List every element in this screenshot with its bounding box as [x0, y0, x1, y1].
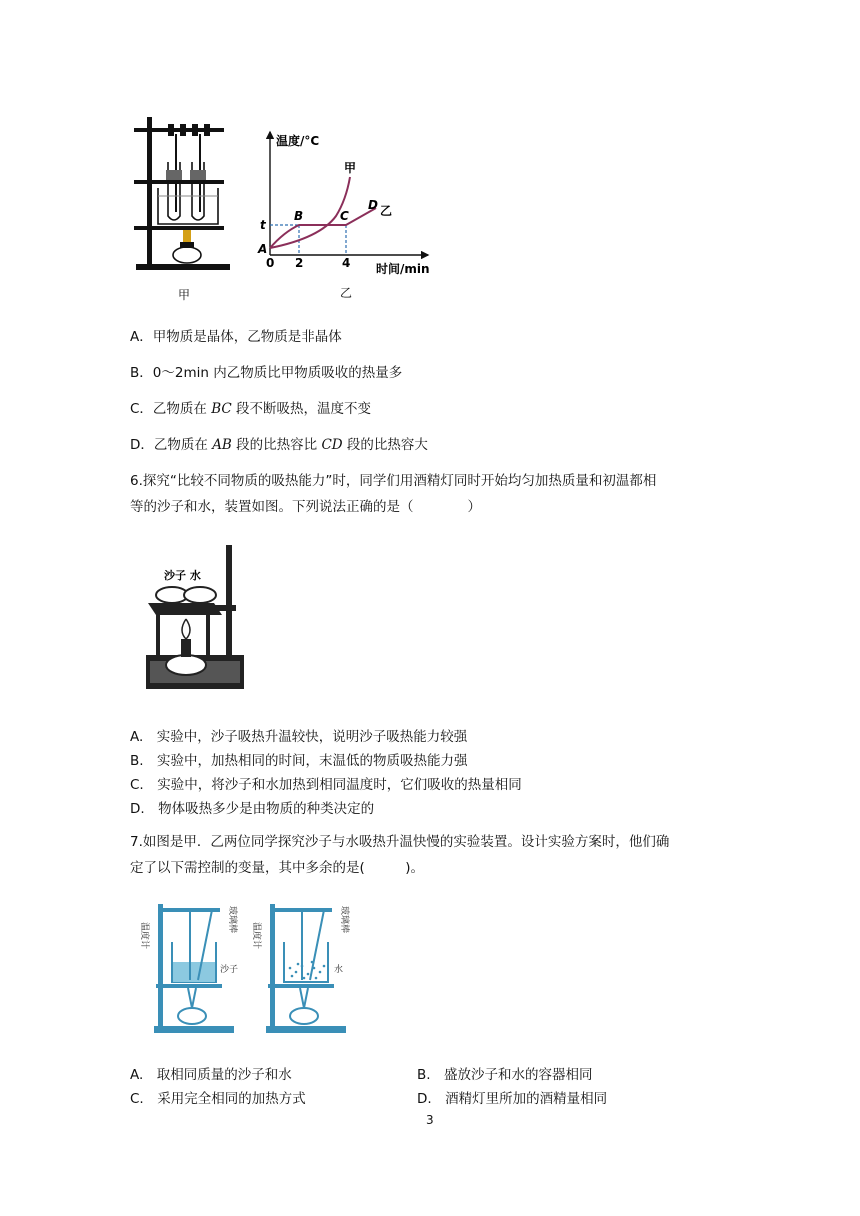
curve-jia-label: 甲	[344, 161, 357, 175]
x-axis-label: 时间/min	[376, 262, 430, 276]
q5-option-c-pre: C．乙物质在	[130, 401, 212, 417]
q5-option-d-pre: D．乙物质在	[130, 437, 213, 453]
q5-option-d	[130, 433, 428, 453]
y-axis-label: 温度/°C	[276, 134, 320, 148]
q5-option-d-mid: 段的比热容比	[231, 437, 322, 453]
q7-left-thermometer-label: 温度计	[139, 922, 149, 950]
point-a: A	[258, 242, 268, 256]
q6-stem-line2: 等的沙子和水，装置如图。下列说法正确的是（ ）	[130, 499, 481, 515]
t-label: t	[260, 218, 266, 232]
q6-figure-label: 沙子 水	[164, 569, 201, 582]
page-number: 3	[426, 1113, 434, 1127]
q7-stem	[130, 829, 740, 881]
q5-option-d-seg2: CD	[321, 437, 343, 453]
point-b: B	[294, 209, 304, 223]
q7-figure-left	[138, 898, 248, 1036]
q6-stem	[130, 468, 740, 520]
q5-option-a: A．甲物质是晶体，乙物质是非晶体	[130, 329, 342, 345]
q6-stem-line1: 6.探究“比较不同物质的吸热能力”时，同学们用酒精灯同时开始均匀加热质量和初温都相	[130, 473, 657, 489]
fig1-label-jia: 甲	[178, 288, 191, 302]
q7-option-a: A. 取相同质量的沙子和水	[130, 1067, 292, 1083]
fig1-label-yi: 乙	[340, 286, 353, 300]
q5-option-b: B．0～2min 内乙物质比甲物质吸收的热量多	[130, 365, 403, 381]
q7-option-b: B. 盛放沙子和水的容器相同	[417, 1067, 593, 1083]
q7-stem-line1: 7.如图是甲．乙两位同学探究沙子与水吸热升温快慢的实验装置。设计实验方案时，他们确	[130, 834, 670, 850]
q5-option-d-post: 段的比热容大	[342, 437, 428, 453]
fig1-graph	[250, 120, 440, 280]
x-tick-2: 2	[295, 256, 304, 270]
q5-option-d-seg1: AB	[212, 437, 232, 453]
curve-yi-label: 乙	[380, 204, 393, 218]
q5-option-c-post: 段不断吸热，温度不变	[231, 401, 372, 417]
point-c: C	[340, 209, 349, 223]
q7-right-thermometer-label: 温度计	[251, 922, 261, 950]
x-tick-4: 4	[342, 256, 351, 270]
q5-option-c-seg: BC	[211, 401, 232, 417]
point-d: D	[368, 198, 378, 212]
origin-label: 0	[266, 256, 275, 270]
q6-option-d: D. 物体吸热多少是由物质的种类决定的	[130, 801, 375, 817]
q6-option-c: C. 实验中，将沙子和水加热到相同温度时，它们吸收的热量相同	[130, 777, 522, 793]
q6-figure	[144, 543, 250, 693]
q6-option-a: A. 实验中，沙子吸热升温较快，说明沙子吸热能力较强	[130, 729, 468, 745]
q6-option-b: B. 实验中，加热相同的时间，末温低的物质吸热能力强	[130, 753, 468, 769]
q7-right-substance-label: 水	[334, 965, 344, 975]
q7-option-d: D. 酒精灯里所加的酒精量相同	[417, 1091, 608, 1107]
fig1-apparatus	[128, 112, 238, 302]
q7-left-substance-label: 沙子	[220, 965, 239, 975]
q7-left-rod-label: 玻璃棒	[227, 906, 237, 934]
q7-stem-line2: 定了以下需控制的变量，其中多余的是( )。	[130, 860, 425, 876]
q5-option-c	[130, 397, 371, 417]
q7-option-c: C. 采用完全相同的加热方式	[130, 1091, 306, 1107]
q7-figure-right	[250, 898, 360, 1036]
q7-right-rod-label: 玻璃棒	[339, 906, 349, 934]
